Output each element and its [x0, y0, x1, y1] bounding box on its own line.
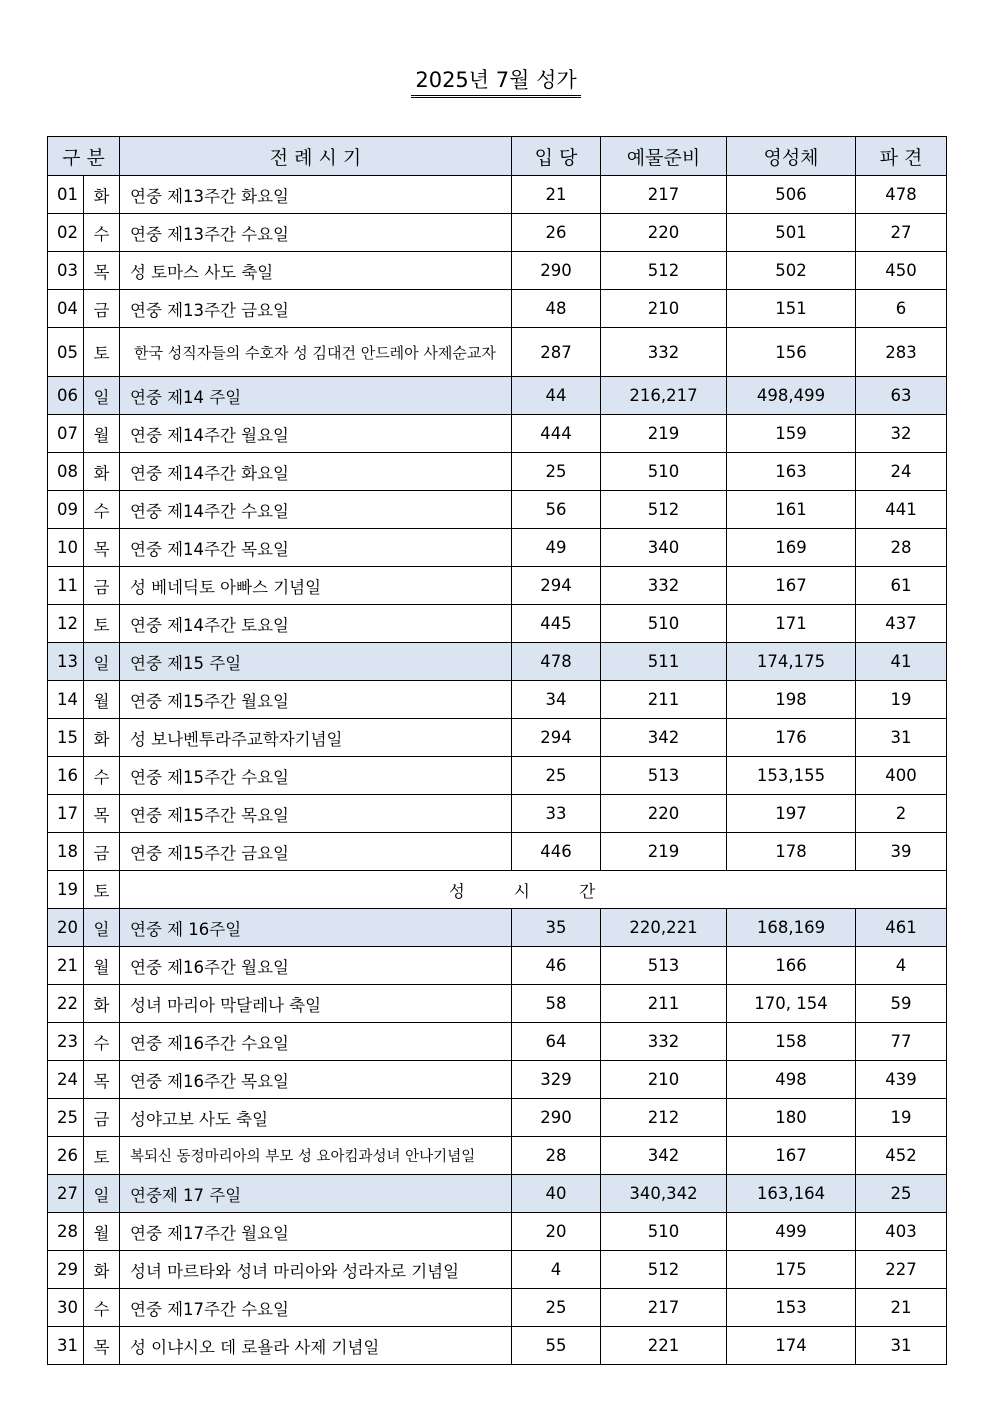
dismissal-cell: 6	[856, 290, 947, 328]
offertory-cell: 332	[601, 567, 727, 605]
dismissal-cell: 24	[856, 453, 947, 491]
entrance-cell: 49	[512, 529, 601, 567]
offertory-cell: 211	[601, 985, 727, 1023]
table-row	[48, 1289, 947, 1327]
liturgy-name-cell: 연중 제13주간 금요일	[120, 290, 512, 328]
liturgy-name-cell: 연중 제14주간 수요일	[120, 491, 512, 529]
offertory-cell: 510	[601, 453, 727, 491]
dismissal-cell: 283	[856, 328, 947, 377]
weekday-cell: 토	[84, 1137, 120, 1175]
entrance-cell: 26	[512, 214, 601, 252]
offertory-cell: 219	[601, 833, 727, 871]
header-entrance: 입 당	[512, 137, 601, 176]
day-cell: 05	[48, 328, 84, 377]
day-cell: 12	[48, 605, 84, 643]
liturgy-name-cell: 연중 제16주간 월요일	[120, 947, 512, 985]
day-cell: 13	[48, 643, 84, 681]
offertory-cell: 512	[601, 491, 727, 529]
communion-cell: 499	[727, 1213, 856, 1251]
offertory-cell: 340	[601, 529, 727, 567]
table-row	[48, 290, 947, 328]
liturgy-name-cell: 연중 제 16주일	[120, 909, 512, 947]
liturgy-name-cell: 성 베네딕토 아빠스 기념일	[120, 567, 512, 605]
communion-cell: 501	[727, 214, 856, 252]
communion-cell: 175	[727, 1251, 856, 1289]
offertory-cell: 220,221	[601, 909, 727, 947]
header-row	[48, 137, 947, 176]
weekday-cell: 화	[84, 719, 120, 757]
liturgy-name-cell: 연중 제14 주일	[120, 377, 512, 415]
weekday-cell: 금	[84, 290, 120, 328]
weekday-cell: 목	[84, 1327, 120, 1365]
day-cell: 25	[48, 1099, 84, 1137]
day-cell: 10	[48, 529, 84, 567]
dismissal-cell: 31	[856, 1327, 947, 1365]
offertory-cell: 221	[601, 1327, 727, 1365]
entrance-cell: 446	[512, 833, 601, 871]
day-cell: 16	[48, 757, 84, 795]
communion-cell: 153,155	[727, 757, 856, 795]
dismissal-cell: 39	[856, 833, 947, 871]
liturgy-name-cell: 연중 제15주간 수요일	[120, 757, 512, 795]
communion-cell: 198	[727, 681, 856, 719]
dismissal-cell: 403	[856, 1213, 947, 1251]
entrance-cell: 21	[512, 176, 601, 214]
offertory-cell: 210	[601, 290, 727, 328]
day-cell: 20	[48, 909, 84, 947]
weekday-cell: 일	[84, 1175, 120, 1213]
liturgy-name-cell: 연중 제17주간 월요일	[120, 1213, 512, 1251]
table-row	[48, 757, 947, 795]
communion-cell: 167	[727, 567, 856, 605]
communion-cell: 167	[727, 1137, 856, 1175]
day-cell: 27	[48, 1175, 84, 1213]
dismissal-cell: 32	[856, 415, 947, 453]
table-row	[48, 1327, 947, 1365]
communion-cell: 163,164	[727, 1175, 856, 1213]
dismissal-cell: 41	[856, 643, 947, 681]
table-row	[48, 252, 947, 290]
liturgy-name-cell: 한국 성직자들의 수호자 성 김대건 안드레아 사제순교자	[120, 328, 512, 377]
entrance-cell: 40	[512, 1175, 601, 1213]
entrance-cell: 444	[512, 415, 601, 453]
dismissal-cell: 59	[856, 985, 947, 1023]
day-cell: 26	[48, 1137, 84, 1175]
table-row	[48, 415, 947, 453]
day-cell: 19	[48, 871, 84, 909]
offertory-cell: 512	[601, 252, 727, 290]
offertory-cell: 332	[601, 1023, 727, 1061]
liturgy-name-cell: 연중 제17주간 수요일	[120, 1289, 512, 1327]
dismissal-cell: 61	[856, 567, 947, 605]
communion-cell: 506	[727, 176, 856, 214]
entrance-cell: 4	[512, 1251, 601, 1289]
day-cell: 18	[48, 833, 84, 871]
offertory-cell: 513	[601, 947, 727, 985]
liturgy-name-cell: 성야고보 사도 축일	[120, 1099, 512, 1137]
communion-cell: 498	[727, 1061, 856, 1099]
liturgy-name-cell: 성녀 마르타와 성녀 마리아와 성라자로 기념일	[120, 1251, 512, 1289]
weekday-cell: 토	[84, 871, 120, 909]
table-row	[48, 719, 947, 757]
day-cell: 09	[48, 491, 84, 529]
dismissal-cell: 77	[856, 1023, 947, 1061]
offertory-cell: 512	[601, 1251, 727, 1289]
page-title: 2025년 7월 성가	[411, 66, 580, 98]
offertory-cell: 510	[601, 605, 727, 643]
dismissal-cell: 27	[856, 214, 947, 252]
entrance-cell: 34	[512, 681, 601, 719]
offertory-cell: 211	[601, 681, 727, 719]
table-row	[48, 377, 947, 415]
offertory-cell: 217	[601, 176, 727, 214]
table-row	[48, 795, 947, 833]
dismissal-cell: 227	[856, 1251, 947, 1289]
day-cell: 15	[48, 719, 84, 757]
entrance-cell: 28	[512, 1137, 601, 1175]
weekday-cell: 금	[84, 833, 120, 871]
table-row	[48, 681, 947, 719]
table-row	[48, 985, 947, 1023]
header-offertory: 예물준비	[601, 137, 727, 176]
liturgy-name-cell: 성녀 마리아 막달레나 축일	[120, 985, 512, 1023]
entrance-cell: 294	[512, 719, 601, 757]
liturgy-name-cell: 연중 제13주간 수요일	[120, 214, 512, 252]
entrance-cell: 287	[512, 328, 601, 377]
day-cell: 21	[48, 947, 84, 985]
header-dismissal: 파 견	[856, 137, 947, 176]
day-cell: 30	[48, 1289, 84, 1327]
liturgy-name-cell: 연중 제14주간 목요일	[120, 529, 512, 567]
offertory-cell: 513	[601, 757, 727, 795]
dismissal-cell: 461	[856, 909, 947, 947]
table-row	[48, 567, 947, 605]
day-cell: 03	[48, 252, 84, 290]
weekday-cell: 수	[84, 214, 120, 252]
communion-cell: 168,169	[727, 909, 856, 947]
table-row	[48, 1137, 947, 1175]
entrance-cell: 25	[512, 1289, 601, 1327]
entrance-cell: 20	[512, 1213, 601, 1251]
communion-cell: 180	[727, 1099, 856, 1137]
liturgy-name-cell: 성 보나벤투라주교학자기념일	[120, 719, 512, 757]
dismissal-cell: 25	[856, 1175, 947, 1213]
dismissal-cell: 478	[856, 176, 947, 214]
entrance-cell: 294	[512, 567, 601, 605]
offertory-cell: 210	[601, 1061, 727, 1099]
communion-cell: 156	[727, 328, 856, 377]
communion-cell: 176	[727, 719, 856, 757]
dismissal-cell: 63	[856, 377, 947, 415]
dismissal-cell: 19	[856, 681, 947, 719]
table-row	[48, 1251, 947, 1289]
weekday-cell: 월	[84, 1213, 120, 1251]
liturgy-name-cell: 연중제 17 주일	[120, 1175, 512, 1213]
offertory-cell: 219	[601, 415, 727, 453]
weekday-cell: 화	[84, 176, 120, 214]
day-cell: 17	[48, 795, 84, 833]
table-row	[48, 491, 947, 529]
entrance-cell: 25	[512, 757, 601, 795]
header-division: 구 분	[48, 137, 120, 176]
communion-cell: 166	[727, 947, 856, 985]
offertory-cell: 342	[601, 1137, 727, 1175]
communion-cell: 197	[727, 795, 856, 833]
entrance-cell: 55	[512, 1327, 601, 1365]
day-cell: 24	[48, 1061, 84, 1099]
weekday-cell: 수	[84, 1289, 120, 1327]
offertory-cell: 216,217	[601, 377, 727, 415]
communion-cell: 158	[727, 1023, 856, 1061]
table-row	[48, 453, 947, 491]
day-cell: 06	[48, 377, 84, 415]
weekday-cell: 금	[84, 1099, 120, 1137]
communion-cell: 178	[727, 833, 856, 871]
weekday-cell: 목	[84, 1061, 120, 1099]
day-cell: 31	[48, 1327, 84, 1365]
table-row	[48, 529, 947, 567]
offertory-cell: 217	[601, 1289, 727, 1327]
day-cell: 23	[48, 1023, 84, 1061]
hymn-schedule-table	[47, 136, 947, 1365]
weekday-cell: 일	[84, 643, 120, 681]
dismissal-cell: 28	[856, 529, 947, 567]
communion-cell: 169	[727, 529, 856, 567]
offertory-cell: 220	[601, 795, 727, 833]
header-liturgical-season: 전 례 시 기	[120, 137, 512, 176]
communion-cell: 498,499	[727, 377, 856, 415]
weekday-cell: 월	[84, 947, 120, 985]
dismissal-cell: 437	[856, 605, 947, 643]
liturgy-name-cell: 성 토마스 사도 축일	[120, 252, 512, 290]
table-row	[48, 947, 947, 985]
table-row	[48, 871, 947, 909]
table-row	[48, 328, 947, 377]
day-cell: 08	[48, 453, 84, 491]
offertory-cell: 212	[601, 1099, 727, 1137]
weekday-cell: 수	[84, 1023, 120, 1061]
weekday-cell: 토	[84, 328, 120, 377]
table-row	[48, 214, 947, 252]
communion-cell: 159	[727, 415, 856, 453]
weekday-cell: 목	[84, 252, 120, 290]
offertory-cell: 342	[601, 719, 727, 757]
entrance-cell: 46	[512, 947, 601, 985]
entrance-cell: 56	[512, 491, 601, 529]
liturgy-name-cell: 연중 제15 주일	[120, 643, 512, 681]
day-cell: 29	[48, 1251, 84, 1289]
table-row	[48, 1061, 947, 1099]
communion-cell: 161	[727, 491, 856, 529]
communion-cell: 174,175	[727, 643, 856, 681]
weekday-cell: 일	[84, 377, 120, 415]
liturgy-name-cell: 연중 제15주간 목요일	[120, 795, 512, 833]
dismissal-cell: 19	[856, 1099, 947, 1137]
entrance-cell: 35	[512, 909, 601, 947]
liturgy-name-cell: 복되신 동정마리아의 부모 성 요아킴과성녀 안나기념일	[120, 1137, 512, 1175]
liturgy-name-cell: 연중 제14주간 토요일	[120, 605, 512, 643]
merged-cell: 성 시 간	[120, 871, 947, 909]
table-row	[48, 1213, 947, 1251]
table-row	[48, 1175, 947, 1213]
day-cell: 01	[48, 176, 84, 214]
dismissal-cell: 4	[856, 947, 947, 985]
weekday-cell: 수	[84, 757, 120, 795]
dismissal-cell: 31	[856, 719, 947, 757]
liturgy-name-cell: 연중 제15주간 월요일	[120, 681, 512, 719]
communion-cell: 171	[727, 605, 856, 643]
communion-cell: 502	[727, 252, 856, 290]
table-row	[48, 833, 947, 871]
dismissal-cell: 400	[856, 757, 947, 795]
weekday-cell: 화	[84, 985, 120, 1023]
offertory-cell: 340,342	[601, 1175, 727, 1213]
communion-cell: 174	[727, 1327, 856, 1365]
entrance-cell: 25	[512, 453, 601, 491]
dismissal-cell: 2	[856, 795, 947, 833]
entrance-cell: 58	[512, 985, 601, 1023]
weekday-cell: 월	[84, 681, 120, 719]
offertory-cell: 332	[601, 328, 727, 377]
dismissal-cell: 21	[856, 1289, 947, 1327]
weekday-cell: 금	[84, 567, 120, 605]
dismissal-cell: 450	[856, 252, 947, 290]
entrance-cell: 445	[512, 605, 601, 643]
day-cell: 28	[48, 1213, 84, 1251]
weekday-cell: 화	[84, 1251, 120, 1289]
entrance-cell: 329	[512, 1061, 601, 1099]
table-row	[48, 1023, 947, 1061]
day-cell: 11	[48, 567, 84, 605]
liturgy-name-cell: 성 이냐시오 데 로욜라 사제 기념일	[120, 1327, 512, 1365]
offertory-cell: 511	[601, 643, 727, 681]
liturgy-name-cell: 연중 제16주간 목요일	[120, 1061, 512, 1099]
liturgy-name-cell: 연중 제16주간 수요일	[120, 1023, 512, 1061]
entrance-cell: 478	[512, 643, 601, 681]
weekday-cell: 목	[84, 795, 120, 833]
communion-cell: 170, 154	[727, 985, 856, 1023]
table-row	[48, 643, 947, 681]
weekday-cell: 목	[84, 529, 120, 567]
communion-cell: 163	[727, 453, 856, 491]
communion-cell: 151	[727, 290, 856, 328]
liturgy-name-cell: 연중 제15주간 금요일	[120, 833, 512, 871]
table-row	[48, 605, 947, 643]
weekday-cell: 화	[84, 453, 120, 491]
dismissal-cell: 439	[856, 1061, 947, 1099]
weekday-cell: 토	[84, 605, 120, 643]
offertory-cell: 220	[601, 214, 727, 252]
header-communion: 영성체	[727, 137, 856, 176]
table-body	[48, 176, 947, 1365]
table-row	[48, 909, 947, 947]
day-cell: 07	[48, 415, 84, 453]
entrance-cell: 290	[512, 1099, 601, 1137]
day-cell: 02	[48, 214, 84, 252]
page-title-wrap	[0, 66, 992, 98]
entrance-cell: 290	[512, 252, 601, 290]
entrance-cell: 44	[512, 377, 601, 415]
dismissal-cell: 452	[856, 1137, 947, 1175]
dismissal-cell: 441	[856, 491, 947, 529]
entrance-cell: 48	[512, 290, 601, 328]
weekday-cell: 월	[84, 415, 120, 453]
table-row	[48, 1099, 947, 1137]
weekday-cell: 수	[84, 491, 120, 529]
liturgy-name-cell: 연중 제14주간 화요일	[120, 453, 512, 491]
table-row	[48, 176, 947, 214]
communion-cell: 153	[727, 1289, 856, 1327]
day-cell: 14	[48, 681, 84, 719]
day-cell: 22	[48, 985, 84, 1023]
weekday-cell: 일	[84, 909, 120, 947]
liturgy-name-cell: 연중 제13주간 화요일	[120, 176, 512, 214]
offertory-cell: 510	[601, 1213, 727, 1251]
day-cell: 04	[48, 290, 84, 328]
entrance-cell: 64	[512, 1023, 601, 1061]
liturgy-name-cell: 연중 제14주간 월요일	[120, 415, 512, 453]
entrance-cell: 33	[512, 795, 601, 833]
